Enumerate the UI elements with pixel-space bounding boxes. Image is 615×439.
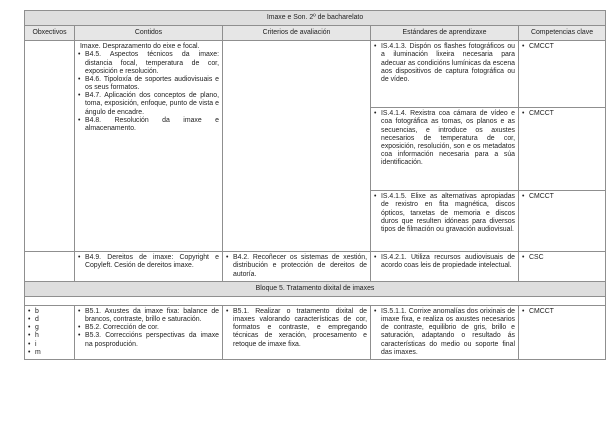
competence-item: • CMCCT <box>529 308 602 316</box>
competence-item: • CMCCT <box>529 110 602 118</box>
competence-cell <box>519 305 606 359</box>
content-item: • B4.6. Tipoloxía de soportes audiovisuais e os seus formatos. <box>85 76 219 92</box>
standard-cell <box>371 305 519 359</box>
content-item: • B4.7. Aplicación dos conceptos de plano, toma, exposición, enfoque, punto de vista e ángulo de encadre. <box>85 92 219 116</box>
contents-cell <box>75 305 223 359</box>
standard-cell <box>371 191 519 252</box>
header-obxectivos: Obxectivos <box>25 26 75 41</box>
standard-item: • IS.4.1.5. Elixe as alternativas apropiadas de rexistro en fita magnética, discos ópticos, tarxetas de memoria e discos duros que resulten idóneas para diversos tipos de filmación ou gravación audiovisual. <box>381 193 515 234</box>
header-contidos: Contidos <box>75 26 223 41</box>
curriculum-table <box>24 10 606 360</box>
content-item: • B5.2. Corrección de cor. <box>85 324 219 332</box>
standard-cell <box>371 41 519 108</box>
competence-item: • CMCCT <box>529 193 602 201</box>
standard-cell <box>371 108 519 191</box>
competence-item: • CSC <box>529 254 602 262</box>
block-row <box>25 281 606 296</box>
standard-item: • IS.4.1.3. Dispón os flashes fotográficos ou a iluminación lixeira necesaria para adecuar as condicións lumínicas da escena aos dispositivos de captura fotográfica ou de vídeo. <box>381 43 515 84</box>
competence-cell <box>519 41 606 108</box>
table-row <box>25 41 606 108</box>
content-item: • B4.8. Resolución da imaxe e almacenamento. <box>85 117 219 133</box>
criteria-cell <box>223 252 371 281</box>
header-criterios: Criterios de avaliación <box>223 26 371 41</box>
objective-item: • i <box>35 341 71 349</box>
criteria-cell <box>223 41 371 252</box>
content-item: • B4.9. Dereitos de imaxe: Copyright e Copyleft. Cesión de dereitos imaxe. <box>85 254 219 270</box>
table-title: Imaxe e Son. 2º de bacharelato <box>25 11 606 26</box>
objectives-cell <box>25 252 75 281</box>
header-row <box>25 26 606 41</box>
competence-cell <box>519 108 606 191</box>
standard-item: • IS.5.1.1. Corrixe anomalías dos orixinais de imaxe fixa, e realiza os axustes necesarios de contraste, equilibrio de gris, brillo e saturación, adaptando o resultado ás características do medio ou soporte final das imaxes. <box>381 308 515 357</box>
contents-cell <box>75 41 223 252</box>
content-continuation: Imaxe. Desprazamento do eixe e focal. <box>80 43 200 51</box>
objective-item: • b <box>35 308 71 316</box>
content-item: • B5.3. Correccións perspectivas da imaxe na posprodución. <box>85 332 219 348</box>
objective-item: • g <box>35 324 71 332</box>
objectives-cell <box>25 305 75 359</box>
objective-item: • h <box>35 332 71 340</box>
table-row <box>25 252 606 281</box>
content-item: • B4.5. Aspectos técnicos da imaxe: distancia focal, temperatura de cor, exposición e resolución. <box>85 51 219 75</box>
contents-cell <box>75 252 223 281</box>
header-competencias: Competencias clave <box>519 26 606 41</box>
objective-item: • m <box>35 349 71 357</box>
block-title: Bloque 5. Tratamento dixital de imaxes <box>25 281 606 296</box>
header-estandares: Estándares de aprendizaxe <box>371 26 519 41</box>
competence-cell <box>519 252 606 281</box>
criteria-item: • B4.2. Recoñecer os sistemas de xestión, distribución e protección de dereitos de autoría. <box>233 254 367 278</box>
standard-item: • IS.4.1.4. Rexistra coa cámara de vídeo e coa fotográfica as tomas, os planos e as secuencias, e introduce os axustes necesarios de temperatura de cor, exposición, resolución, son e os metadatos coa información necesaria para a súa identificación. <box>381 110 515 167</box>
spacer-row <box>25 296 606 305</box>
criteria-cell <box>223 305 371 359</box>
criteria-item: • B5.1. Realizar o tratamento dixital de imaxes valorando características de cor, formatos e contraste, e empregando técnicas de xeración, procesamento e retoque de imaxe fixa. <box>233 308 367 349</box>
table-row <box>25 305 606 359</box>
content-item: • B5.1. Axustes da imaxe fixa: balance de brancos, contraste, brillo e saturación. <box>85 308 219 324</box>
standard-item: • IS.4.2.1. Utiliza recursos audiovisuais de acordo coas leis de propiedade intelectual. <box>381 254 515 270</box>
objectives-cell <box>25 41 75 252</box>
standard-cell <box>371 252 519 281</box>
table-title-row <box>25 11 606 26</box>
competence-item: • CMCCT <box>529 43 602 51</box>
objective-item: • d <box>35 316 71 324</box>
competence-cell <box>519 191 606 252</box>
